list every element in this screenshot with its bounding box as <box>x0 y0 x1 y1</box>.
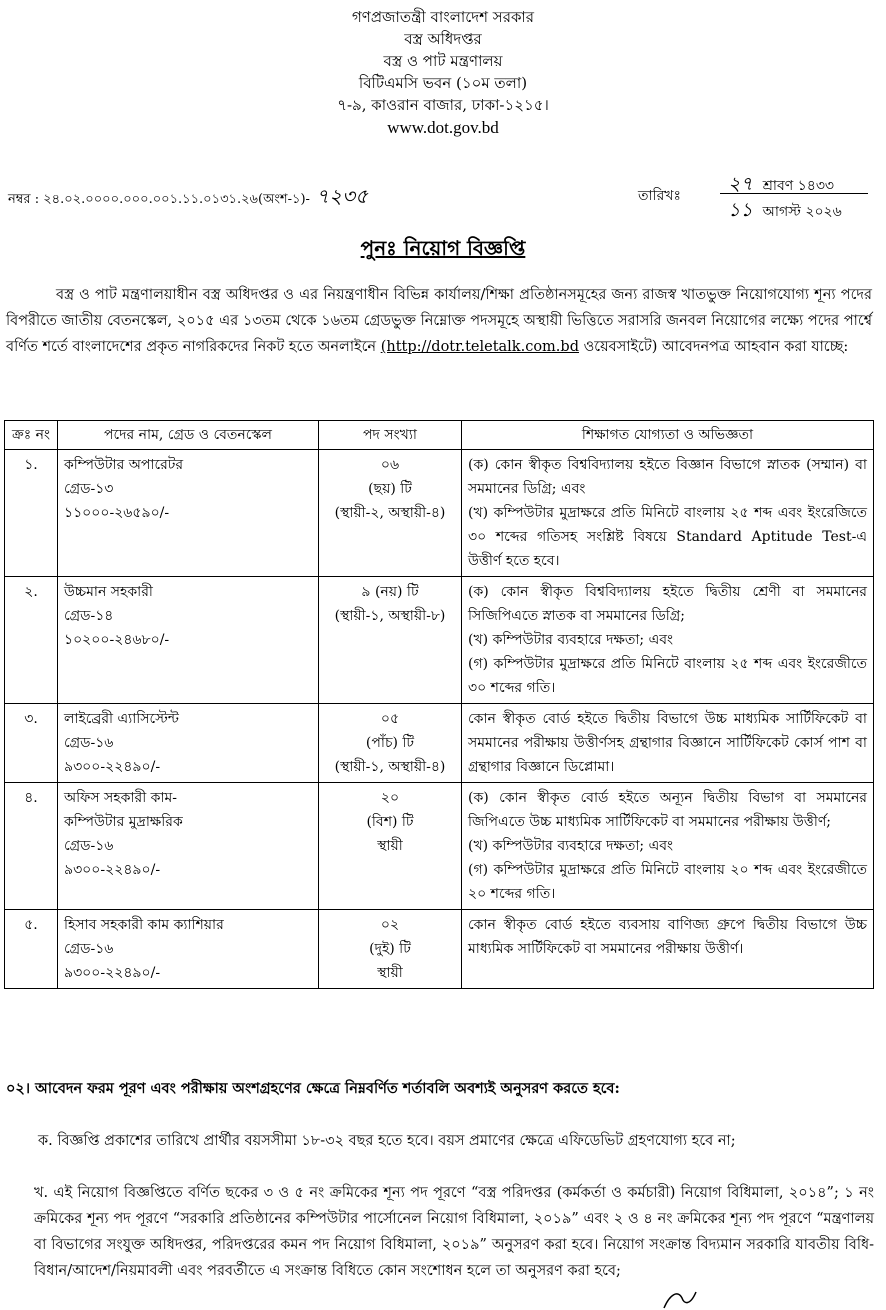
post-grade: গ্রেড-১৪ <box>64 608 114 624</box>
table-row <box>5 783 874 910</box>
qualification-item: (খ) কম্পিউটার ব্যবহারে দক্ষতা; এবং <box>468 838 674 854</box>
row-post <box>58 783 319 910</box>
row-post <box>58 704 319 783</box>
count-breakdown: (স্থায়ী-১, অস্থায়ী-৮) <box>334 608 446 624</box>
post-grade: গ্রেড-১৩ <box>64 481 114 497</box>
col-post-count: পদ সংখ্যা <box>319 421 462 450</box>
notice-title-wrap <box>0 234 886 267</box>
row-count <box>319 577 462 704</box>
section-2-heading: ০২। আবেদন ফরম পূরণ এবং পরীক্ষায় অংশগ্রহণের ক্ষেত্রে নিম্নবর্ণিত শর্তাবলি অবশ্যই অনুসরণ করতে হবে: <box>6 1080 620 1097</box>
count-breakdown: স্থায়ী <box>377 965 403 981</box>
date-english-day: ১১ <box>728 199 753 221</box>
qualification-item: (ক) কোন স্বীকৃত বিশ্ববিদ্যালয় হইতে বিজ্ঞান বিভাগে স্নাতক (সম্মান) বা সমমানের ডিগ্রি; এবং <box>468 457 867 497</box>
post-scale: ১০২০০-২৪৬৮০/- <box>64 632 170 648</box>
row-qualification <box>462 910 874 989</box>
post-name: উচ্চমান সহকারী <box>64 584 153 600</box>
post-name: অফিস সহকারী কাম- <box>64 790 178 806</box>
intro-text-end: ওয়েবসাইটে) আবেদনপত্র আহবান করা যাচ্ছে: <box>578 339 849 355</box>
reference-row <box>8 170 868 230</box>
post-grade: গ্রেড-১৬ <box>64 941 114 957</box>
post-scale: ৯৩০০-২২৪৯০/- <box>64 965 161 981</box>
letterhead <box>0 0 886 140</box>
gov-name: গণপ্রজাতন্ত্রী বাংলাদেশ সরকার <box>351 8 535 26</box>
date-bangla-month: শ্রাবণ ১৪৩৩ <box>762 178 835 194</box>
count-number: ০৬ <box>380 457 400 473</box>
row-count <box>319 910 462 989</box>
col-serial: ক্রঃ নং <box>5 421 58 450</box>
qualification-item: (খ) কম্পিউটার মুদ্রাক্ষরে প্রতি মিনিটে বাংলায় ২৫ শব্দ এবং ইংরেজিতে ৩০ শব্দের গতিসহ সংশ্লিষ্ট বিষয়ে Standard Aptitude Test-এ উত্তীর্ণ হতে হবে। <box>468 505 867 569</box>
building-name: বিটিএমসি ভবন (১০ম তলা) <box>358 74 528 92</box>
memo-number-handwritten: ৭২৩৫ <box>316 184 369 208</box>
count-words: (ছয়) টি <box>368 481 412 497</box>
qualification-item: (গ) কম্পিউটার মুদ্রাক্ষরে প্রতি মিনিটে বাংলায় ২৫ শব্দ এবং ইংরেজীতে ৩০ শব্দের গতি। <box>468 656 867 696</box>
row-qualification <box>462 704 874 783</box>
count-number: ০৫ <box>380 711 400 727</box>
row-count <box>319 704 462 783</box>
table-row <box>5 910 874 989</box>
qualification-item: (ক) কোন স্বীকৃত বিশ্ববিদ্যালয় হইতে দ্বিতীয় শ্রেণী বা সমমানের সিজিপিএতে স্নাতক বা সমমানের ডিগ্রি; <box>468 584 867 624</box>
memo-number <box>8 182 368 215</box>
row-serial: ৪. <box>5 783 58 910</box>
row-count <box>319 450 462 577</box>
row-qualification <box>462 577 874 704</box>
row-qualification <box>462 450 874 577</box>
count-breakdown: (স্থায়ী-২, অস্থায়ী-৪) <box>334 505 446 521</box>
count-words: (দুই) টি <box>369 941 411 957</box>
posts-table <box>4 420 874 989</box>
signature-mark <box>660 1286 700 1310</box>
post-grade: গ্রেড-১৬ <box>64 838 114 854</box>
row-serial: ১. <box>5 450 58 577</box>
count-number: ০২ <box>380 917 400 933</box>
ministry-name: বস্ত্র ও পাট মন্ত্রণালয় <box>383 52 503 70</box>
post-name-cont: কম্পিউটার মুদ্রাক্ষরিক <box>64 814 183 830</box>
post-grade: গ্রেড-১৬ <box>64 735 114 751</box>
count-breakdown: স্থায়ী <box>377 838 403 854</box>
memo-number-text: নম্বর : ২৪.০২.০০০০.০০০.০০১.১১.০১৩১.২৬(অংশ-১)- <box>8 192 310 207</box>
qualification-item: কোন স্বীকৃত বোর্ড হইতে ব্যবসায় বাণিজ্য গ্রুপে দ্বিতীয় বিভাগে উচ্চ মাধ্যমিক সার্টিফিকেট বা সমমানের পরীক্ষায় উত্তীর্ণ। <box>468 917 867 957</box>
row-serial: ২. <box>5 577 58 704</box>
count-words: ৯ (নয়) টি <box>361 584 419 600</box>
row-serial: ৩. <box>5 704 58 783</box>
website-link[interactable]: www.dot.gov.bd <box>387 118 499 137</box>
post-name: লাইব্রেরী এ্যাসিস্টেন্ট <box>64 711 179 727</box>
table-row <box>5 450 874 577</box>
count-words: (বিশ) টি <box>366 814 414 830</box>
date-english-month: আগস্ট ২০২৬ <box>762 204 842 220</box>
address: ৭-৯, কাওরান বাজার, ঢাকা-১২১৫। <box>337 96 549 114</box>
qualification-item: (গ) কম্পিউটার মুদ্রাক্ষরে প্রতি মিনিটে বাংলায় ২০ শব্দ এবং ইংরেজীতে ২০ শব্দের গতি। <box>468 862 867 902</box>
post-scale: ৯৩০০-২২৪৯০/- <box>64 759 161 775</box>
condition-a: ক. বিজ্ঞপ্তি প্রকাশের তারিখে প্রার্থীর বয়সসীমা ১৮-৩২ বছর হতে হবে। বয়স প্রমাণের ক্ষেত্রে এফিডেভিট গ্রহণযোগ্য হবে না; <box>38 1133 736 1149</box>
row-count <box>319 783 462 910</box>
row-post <box>58 577 319 704</box>
qualification-item: (খ) কম্পিউটার ব্যবহারে দক্ষতা; এবং <box>468 632 674 648</box>
table-row <box>5 704 874 783</box>
intro-text: বস্ত্র ও পাট মন্ত্রণালয়াধীন বস্ত্র অধিদপ্তর ও এর নিয়ন্ত্রণাধীন বিভিন্ন কার্যালয়/শিক্ষা প্রতিষ্ঠানসমূহের জন্য রাজস্ব খাতভুক্ত নিয়োগযোগ্য শূন্য পদের বিপরীতে জাতীয় বেতনস্কেল, ২০১৫ এর ১৩তম থেকে ১৬তম গ্রেডভুক্ত নিম্নোক্ত পদসমূহে অস্থায়ী ভিত্তিতে সরাসরি জনবল নিয়োগের লক্ষ্যে পদের পার্শ্বে বর্ণিত শর্তে বাংলাদেশের প্রকৃত নাগরিকদের নিকট হতে অনলাইনে <box>6 287 872 355</box>
post-name: হিসাব সহকারী কাম ক্যাশিয়ার <box>64 917 224 933</box>
row-serial: ৫. <box>5 910 58 989</box>
post-name: কম্পিউটার অপারেটর <box>64 457 184 473</box>
intro-paragraph <box>6 282 872 360</box>
date-bangla-day: ২৭ <box>728 173 753 195</box>
row-post <box>58 450 319 577</box>
post-scale: ১১০০০-২৬৫৯০/- <box>64 505 170 521</box>
date-label: তারিখঃ <box>638 188 681 204</box>
row-post <box>58 910 319 989</box>
date-english <box>728 196 842 228</box>
col-qualification: শিক্ষাগত যোগ্যতা ও অভিজ্ঞতা <box>462 421 874 450</box>
application-link[interactable]: (http://dotr.teletalk.com.bd <box>380 339 579 355</box>
table-header-row <box>5 421 874 450</box>
count-breakdown: (স্থায়ী-১, অস্থায়ী-৪) <box>334 759 446 775</box>
date-divider <box>720 193 868 194</box>
row-qualification <box>462 783 874 910</box>
post-scale: ৯৩০০-২২৪৯০/- <box>64 862 161 878</box>
table-row <box>5 577 874 704</box>
condition-b: খ. এই নিয়োগ বিজ্ঞপ্তিতে বর্ণিত ছকের ৩ ও ৫ নং ক্রমিকের শূন্য পদ পূরণে “বস্ত্র পরিদপ্তর (কর্মকর্তা ও কর্মচারী) নিয়োগ বিধিমালা, ২০১৪”; ১ নং ক্রমিকের শূন্য পদ পূরণে “সরকারি প্রতিষ্ঠানের কম্পিউটার পার্সোনেল নিয়োগ বিধিমালা, ২০১৯” এবং ২ ও ৪ নং ক্রমিকের শূন্য পদ পূরণে “মন্ত্রণালয় বা বিভাগের সংযুক্ত অধিদপ্তর, পরিদপ্তরের কমন পদ নিয়োগ বিধিমালা, ২০১৯” অনুসরণ করা হবে। নিয়োগ সংক্রান্ত বিদ্যমান সরকারি যাবতীয় বিধি-বিধান/আদেশ/নিয়মাবলী এবং পরবর্তীতে এ সংক্রান্ত বিধিতে কোন সংশোধন হলে তা অনুসরণ করা হবে; <box>34 1185 874 1279</box>
qualification-item: কোন স্বীকৃত বোর্ড হইতে দ্বিতীয় বিভাগে উচ্চ মাধ্যমিক সার্টিফিকেট বা সমমানের পরীক্ষায় উত্তীর্ণসহ গ্রন্থাগার বিজ্ঞানে সার্টিফিকেট কোর্স পাশ বা গ্রন্থাগার বিজ্ঞানে ডিপ্লোমা। <box>468 711 867 775</box>
department-name: বস্ত্র অধিদপ্তর <box>404 30 482 48</box>
qualification-item: (ক) কোন স্বীকৃত বোর্ড হইতে অন্যূন দ্বিতীয় বিভাগ বা সমমানের জিপিএতে উচ্চ মাধ্যমিক সার্টিফিকেট বা সমমানের পরীক্ষায় উত্তীর্ণ; <box>468 790 867 830</box>
count-words: (পাঁচ) টি <box>365 735 415 751</box>
col-post-name: পদের নাম, গ্রেড ও বেতনস্কেল <box>58 421 319 450</box>
count-number: ২০ <box>380 790 400 806</box>
notice-title: পুনঃ নিয়োগ বিজ্ঞপ্তি <box>360 236 526 260</box>
